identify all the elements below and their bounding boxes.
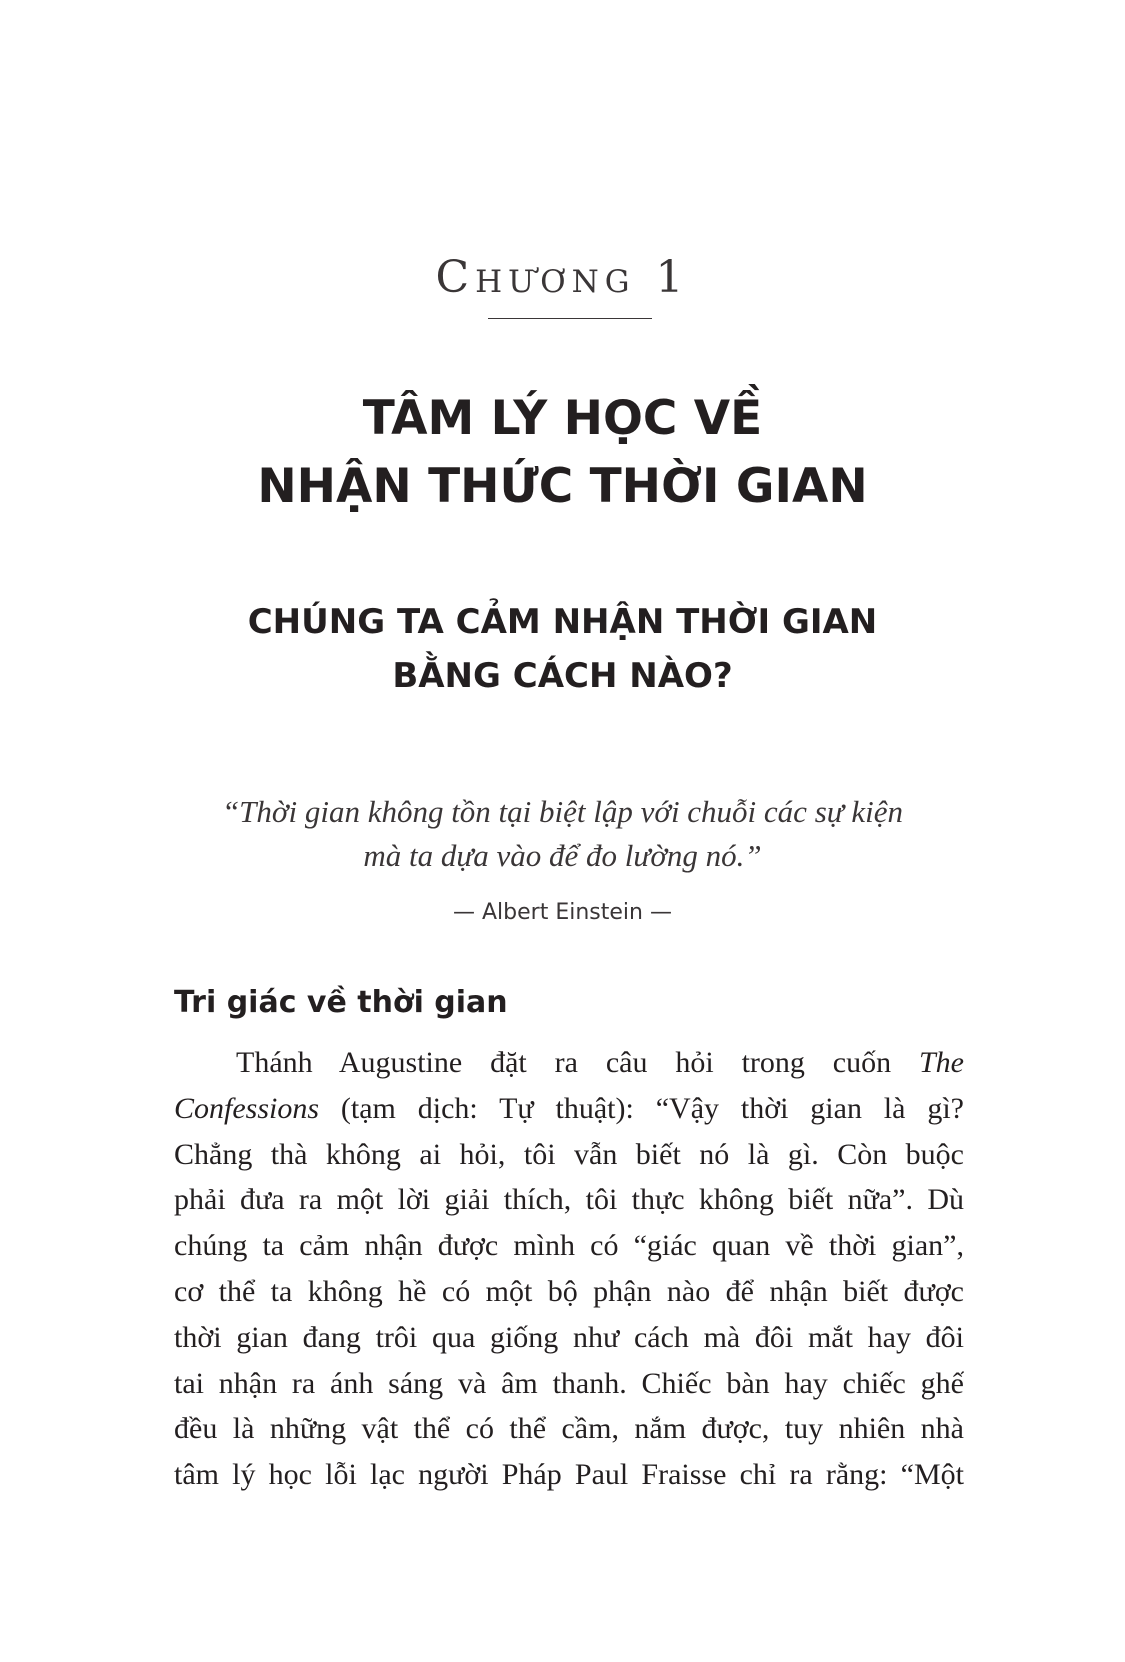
body-line-2-text: (tạm dịch: Tự thuật): “Vậy thời gian là gì? [319,1091,964,1125]
body-line-6: cơ thể ta không hề có một bộ phận nào để nhận biết được [174,1274,964,1308]
body-line-10: tâm lý học lỗi lạc người Pháp Paul Fraisse chỉ ra rằng: “Một [174,1458,964,1492]
body-paragraph [174,1040,964,1498]
epigraph-line-1: “Thời gian không tồn tại biệt lập với chuỗi các sự kiện [221,794,904,829]
chapter-label: Chương 1 [435,252,690,303]
body-line-2 [174,1086,964,1132]
body-line-1-text: Thánh Augustine đặt ra câu hỏi trong cuốn [236,1046,919,1079]
body-line-5: chúng ta cảm nhận được mình có “giác quan về thời gian”, [174,1229,964,1263]
body-line-4: phải đưa ra một lời giải thích, tôi thực không biết nữa”. Dù [174,1183,964,1217]
section-title [0,595,1125,703]
body-line-9: đều là những vật thể có thể cầm, nắm được, tuy nhiên nhà [174,1412,964,1446]
epigraph-attribution: — Albert Einstein — [453,900,672,925]
book-title-part-1: The [919,1046,964,1079]
body-line-1 [174,1040,964,1086]
chapter-title [0,385,1125,521]
section-title-line-2: BẰNG CÁCH NÀO? [392,656,733,696]
epigraph-quote [0,790,1125,878]
chapter-title-line-1: TÂM LÝ HỌC VỀ [362,391,763,446]
chapter-title-line-2: NHẬN THỨC THỜI GIAN [257,459,868,514]
section-title-line-1: CHÚNG TA CẢM NHẬN THỜI GIAN [247,602,878,642]
body-line-7: thời gian đang trôi qua giống như cách mà đôi mắt hay đôi [174,1320,964,1354]
epigraph-line-2: mà ta dựa vào để đo lường nó.” [363,838,762,873]
body-line-8: tai nhận ra ánh sáng và âm thanh. Chiếc bàn hay chiếc ghế [174,1366,964,1400]
book-title-part-2: Confessions [174,1091,320,1125]
body-line-3: Chẳng thà không ai hỏi, tôi vẫn biết nó là gì. Còn buộc [174,1137,964,1171]
chapter-divider [488,318,652,319]
subheading: Tri giác về thời gian [174,985,508,1020]
